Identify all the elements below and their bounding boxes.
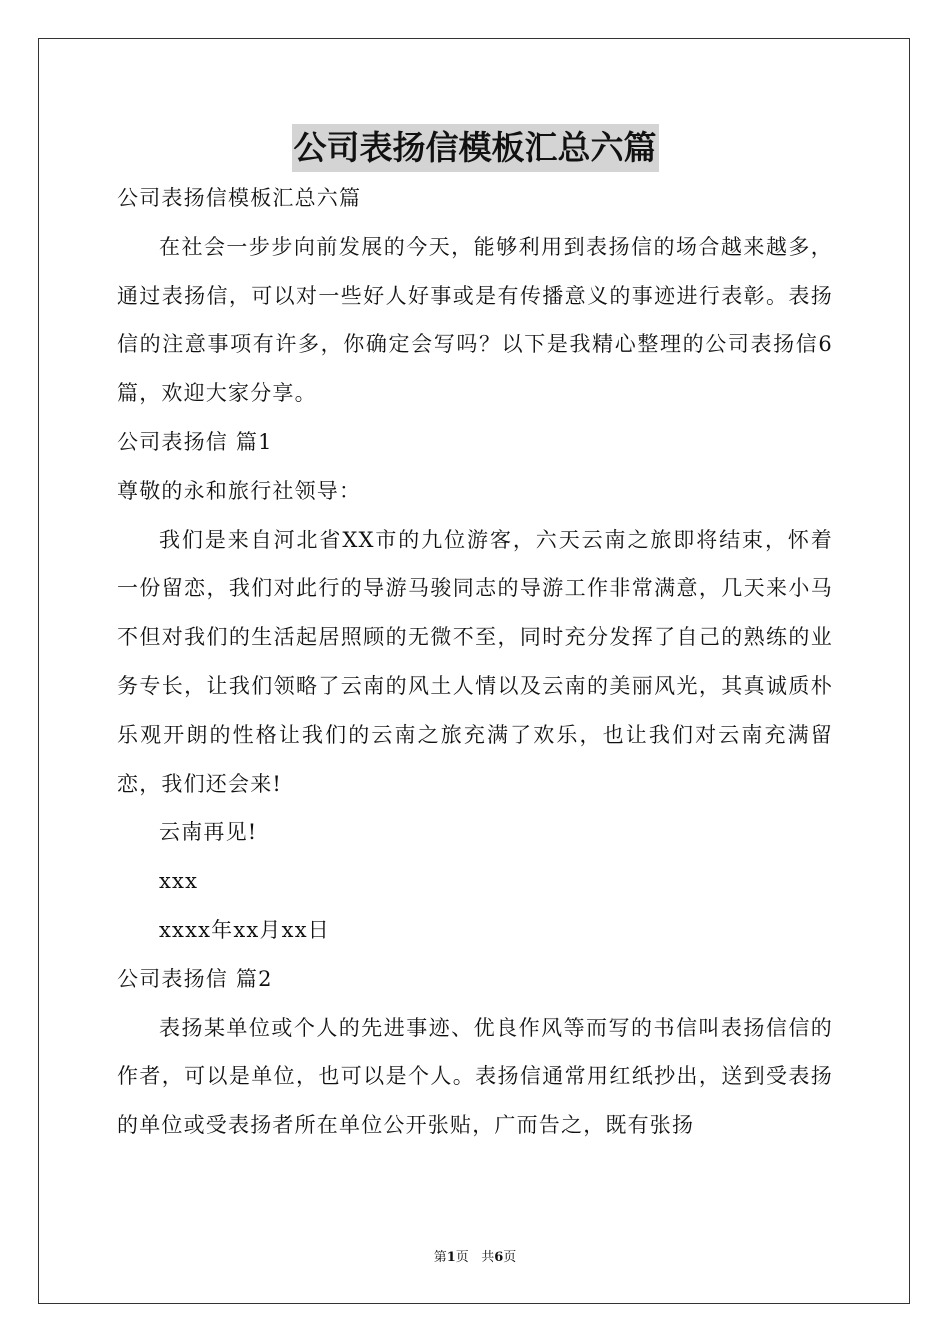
title-container [0, 124, 950, 172]
paragraph: 公司表扬信模板汇总六篇 [117, 186, 362, 210]
footer-page-suffix: 页 [455, 1250, 469, 1265]
footer-total-suffix: 页 [503, 1250, 517, 1265]
footer-total-pages: 6 [494, 1250, 504, 1265]
paragraph: 表扬某单位或个人的先进事迹、优良作风等而写的书信叫表扬信信的作者，可以是单位，也可以是个人。表扬信通常用红纸抄出，送到受表扬的单位或受表扬者所在单位公开张贴，广而告之，既有张扬 [117, 1015, 833, 1138]
footer-total-prefix: 共 [481, 1250, 495, 1265]
document-title: 公司表扬信模板汇总六篇 [292, 124, 659, 172]
document-body [117, 174, 833, 1150]
section-heading: 公司表扬信 篇1 [117, 429, 273, 454]
footer-page-number: 1 [446, 1250, 456, 1265]
footer-prefix: 第 [433, 1250, 447, 1265]
paragraph: 我们是来自河北省XX市的九位游客，六天云南之旅即将结束，怀着一份留恋，我们对此行的导游马骏同志的导游工作非常满意，几天来小马不但对我们的生活起居照顾的无微不至，同时充分发挥了自己的熟练的业务专长，让我们领略了云南的风土人情以及云南的美丽风光，其真诚质朴乐观开朗的性格让我们的云南之旅充满了欢乐，也让我们对云南充满留恋，我们还会来! [117, 527, 833, 796]
page-footer [0, 1246, 950, 1265]
date: xxxx年xx月xx日 [159, 917, 330, 942]
paragraph: 在社会一步步向前发展的今天，能够利用到表扬信的场合越来越多，通过表扬信，可以对一些好人好事或是有传播意义的事迹进行表彰。表扬信的注意事项有许多，你确定会写吗？以下是我精心整理的公司表扬信6篇，欢迎大家分享。 [117, 234, 833, 406]
section-heading: 公司表扬信 篇2 [117, 966, 273, 991]
closing: 云南再见! [159, 820, 258, 845]
signature: xxx [159, 869, 199, 894]
salutation: 尊敬的永和旅行社领导： [117, 478, 362, 503]
